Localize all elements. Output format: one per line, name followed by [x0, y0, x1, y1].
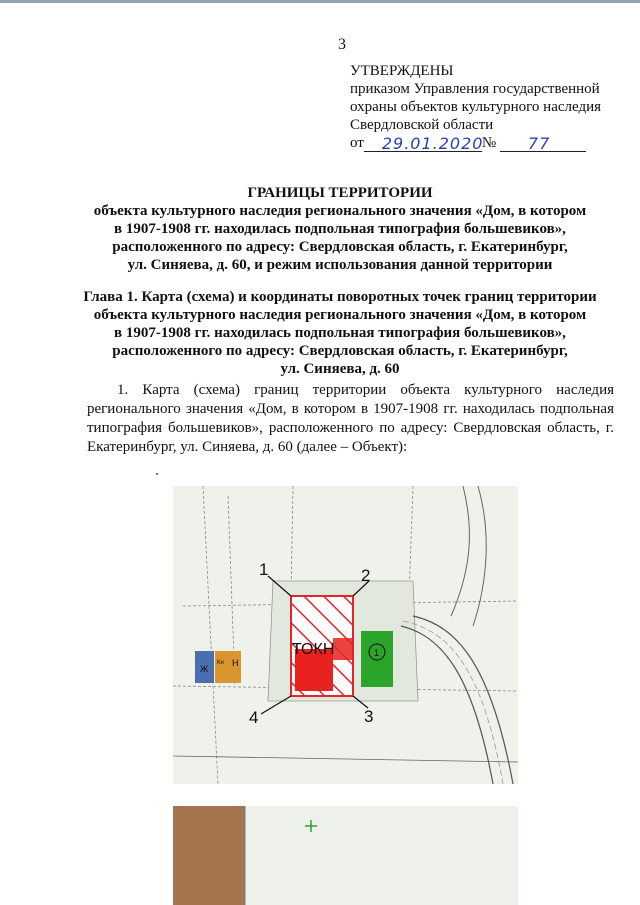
territory-map — [173, 486, 518, 784]
map-continuation-graphic — [173, 806, 518, 905]
chapter-heading — [60, 288, 620, 378]
boundary-point-label: 4 — [249, 708, 259, 727]
map-line — [173, 756, 518, 762]
boundary-point-label: 2 — [361, 566, 371, 585]
document-title — [60, 184, 620, 274]
paragraph-1 — [87, 381, 614, 457]
title-line: в 1907-1908 гг. находилась подпольная типография большевиков», — [114, 221, 566, 237]
chapter-line: Глава 1. Карта (схема) и координаты поворотных точек границ территории — [83, 289, 597, 305]
approval-block — [350, 62, 601, 152]
light-area — [245, 806, 518, 905]
title-line: расположенного по адресу: Свердловская область, г. Екатеринбург, — [112, 239, 568, 255]
handwritten-date: 29.01.2020 — [381, 134, 484, 153]
territory-map-graphic — [173, 486, 518, 784]
title-line: ул. Синяева, д. 60, и режим использования данной территории — [127, 257, 553, 273]
date-field — [364, 135, 482, 152]
number-field — [500, 135, 586, 152]
scan-speck — [156, 473, 158, 475]
approval-heading: УТВЕРЖДЕНЫ — [350, 63, 454, 79]
green-building — [361, 631, 393, 687]
approval-line: приказом Управления государственной — [350, 81, 600, 97]
page-number: 3 — [338, 36, 346, 53]
approval-line: охраны объектов культурного наследия — [350, 99, 602, 115]
boundary-point-label: 1 — [259, 560, 269, 579]
approval-date-line — [350, 134, 601, 152]
page-top-border — [0, 0, 640, 3]
handwritten-number: 77 — [527, 134, 551, 153]
paragraph-number: 1. — [117, 382, 129, 398]
paragraph-text: Карта (схема) границ территории объекта культурного наследия регионального значения «Дом, в котором в 1907-1908 гг. находилась подпольная типография большевиков», расположенного по адресу: Свердловская область, г. Екатеринбург, ул. Синяева, д. 60 (далее – Объект): — [87, 382, 614, 455]
road-edge — [413, 616, 513, 784]
object-label: ТОКН — [292, 641, 335, 658]
map-continuation — [173, 806, 518, 905]
date-prefix: от — [350, 135, 364, 151]
approval-line: Свердловской области — [350, 117, 494, 133]
chapter-line: ул. Синяева, д. 60 — [280, 361, 400, 377]
chapter-line: расположенного по адресу: Свердловская область, г. Екатеринбург, — [112, 343, 568, 359]
title-line: объекта культурного наследия регионального значения «Дом, в котором — [93, 203, 587, 219]
orange-building-label: Кн — [217, 660, 224, 666]
road-edge — [473, 486, 486, 626]
boundary-point-label: 3 — [364, 707, 374, 726]
annex-building — [215, 671, 241, 683]
object-building-part — [333, 638, 353, 660]
green-building-label: 1 — [374, 648, 380, 658]
orange-building-label-2: Н — [232, 658, 239, 668]
number-prefix: № — [481, 135, 497, 151]
brown-area — [173, 806, 245, 905]
chapter-line: в 1907-1908 гг. находилась подпольная типография большевиков», — [114, 325, 566, 341]
chapter-line: объекта культурного наследия регионального значения «Дом, в котором — [93, 307, 587, 323]
road-edge — [451, 486, 469, 616]
title-line: ГРАНИЦЫ ТЕРРИТОРИИ — [247, 185, 433, 201]
blue-building-label: Ж — [200, 664, 209, 674]
